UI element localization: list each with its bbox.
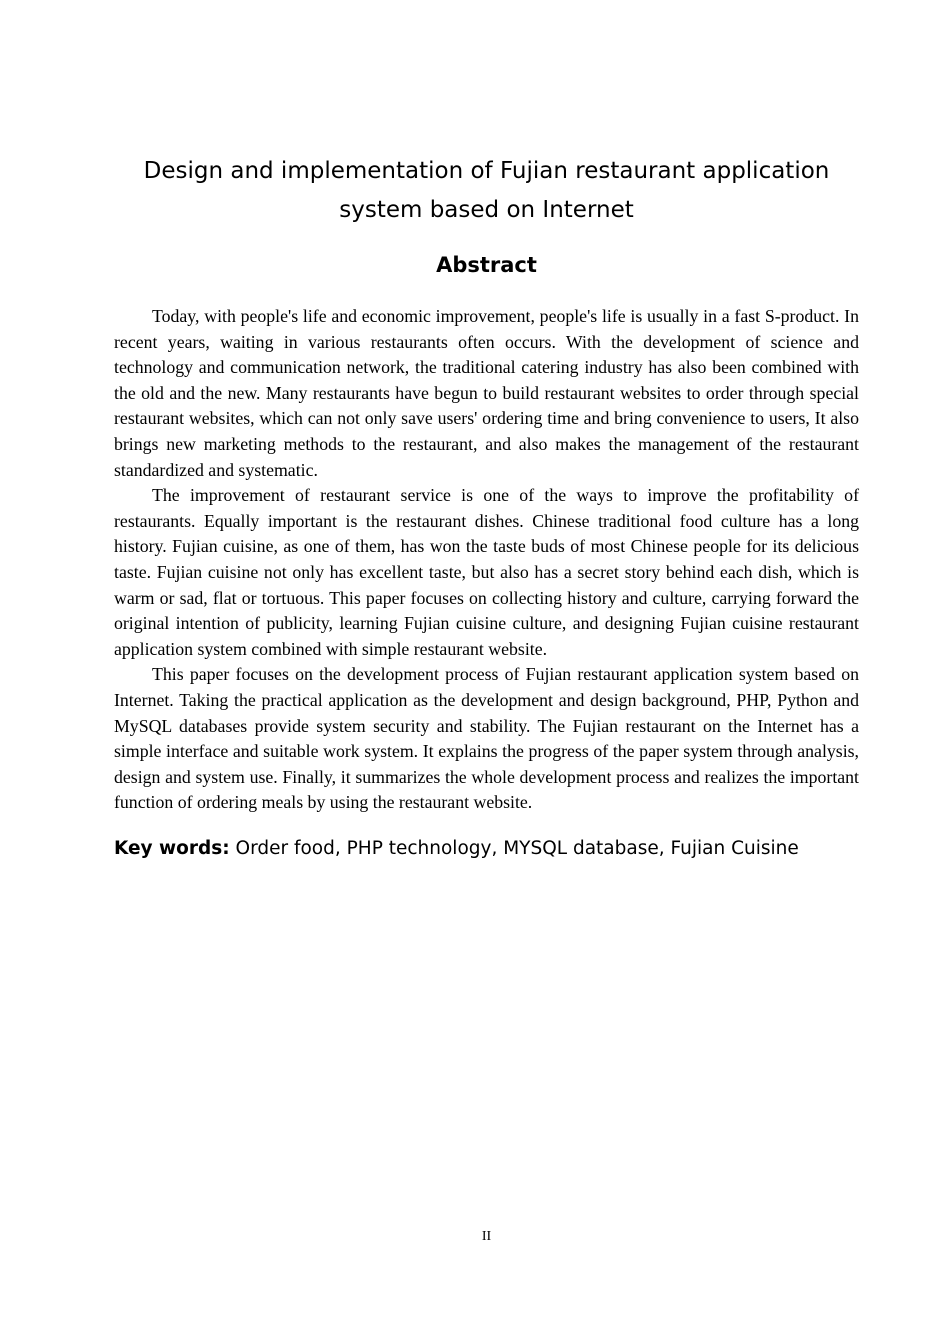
paper-title [114, 152, 859, 230]
page-number: II [481, 1229, 492, 1244]
paper-title-line-1: Design and implementation of Fujian restaurant application [143, 158, 830, 184]
abstract-paragraph-3: This paper focuses on the development process of Fujian restaurant application system based on Internet. Taking the practical application as the development and design background, PHP, Python and MySQL databases provide system security and stability. The Fujian restaurant on the Internet has a simple interface and suitable work system. It explains the progress of the paper system through analysis, design and system use. Finally, it summarizes the whole development process and realizes the important function of ordering meals by using the restaurant website. [114, 664, 859, 813]
abstract-paragraph-1: Today, with people's life and economic improvement, people's life is usually in a fast S-product. In recent years, waiting in various restaurants often occurs. With the development of science and technology and communication network, the traditional catering industry has also been combined with the old and the new. Many restaurants have begun to build restaurant websites to order through special restaurant websites, which can not only save users' ordering time and bring convenience to users, It also brings new marketing methods to the restaurant, and also makes the management of the restaurant standardized and systematic. [114, 306, 859, 480]
keywords-line [114, 834, 859, 864]
paper-title-line-2: system based on Internet [339, 197, 634, 223]
abstract-paragraph-2: The improvement of restaurant service is one of the ways to improve the profitability of restaurants. Equally important is the restaurant dishes. Chinese traditional food culture has a long history. Fujian cuisine, as one of them, has won the taste buds of most Chinese people for its delicious taste. Fujian cuisine not only has excellent taste, but also has a secret story behind each dish, which is warm or sad, flat or tortuous. This paper focuses on collecting history and culture, carrying forward the original intention of publicity, learning Fujian cuisine culture, and designing Fujian cuisine restaurant application system combined with simple restaurant website. [114, 485, 859, 659]
abstract-body [114, 304, 859, 816]
keywords-label: Key words: [114, 838, 230, 859]
keywords-text: Order food, PHP technology, MYSQL database, Fujian Cuisine [229, 838, 799, 859]
abstract-heading: Abstract [436, 253, 537, 277]
